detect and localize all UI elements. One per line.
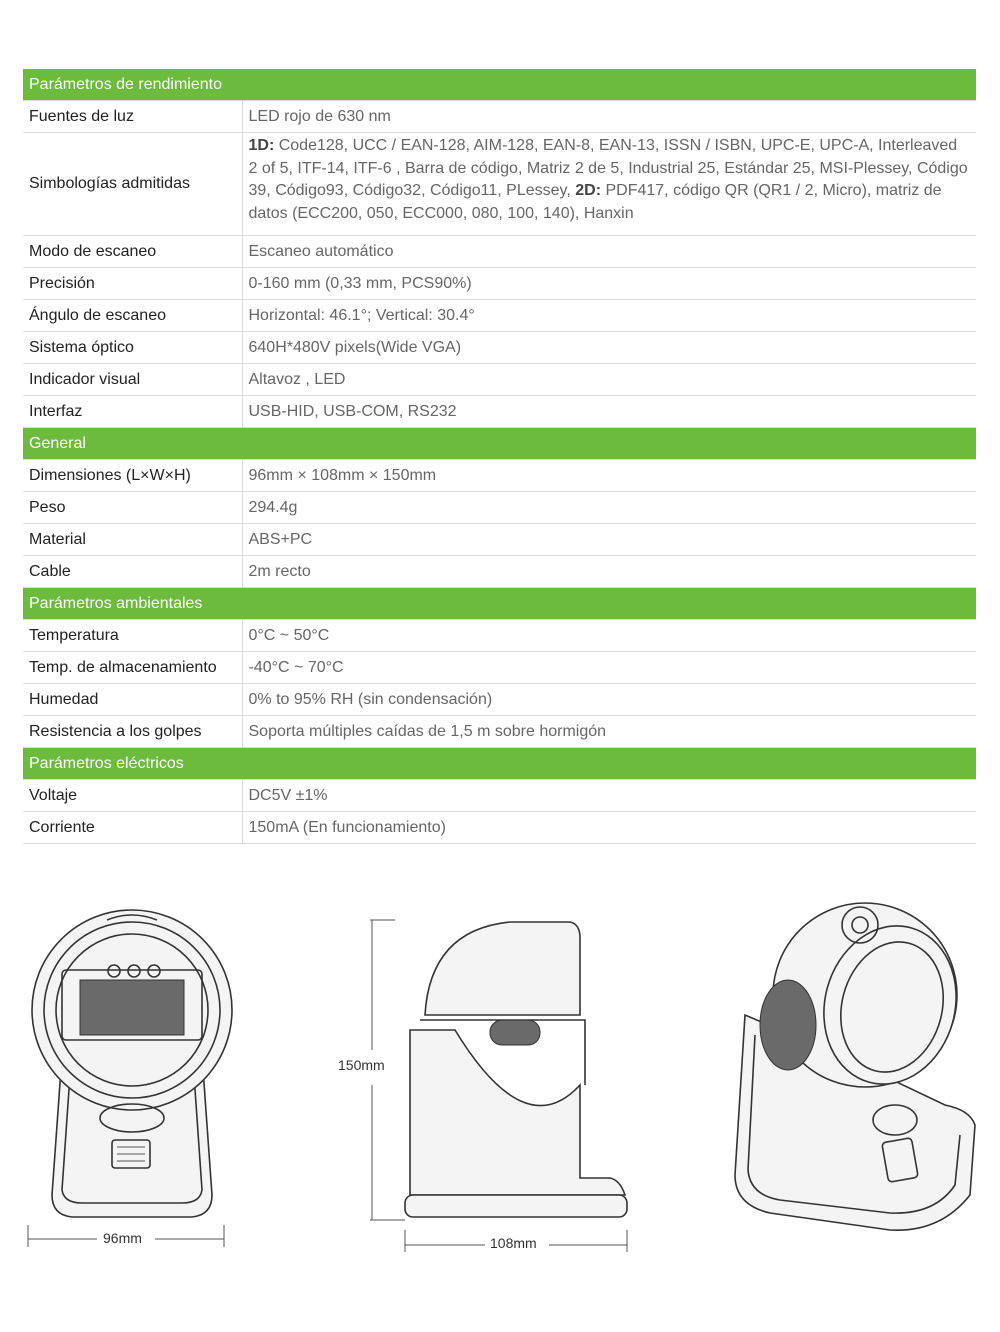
spec-table	[23, 69, 976, 844]
spec-row	[23, 236, 976, 268]
spec-label: Simbologías admitidas	[23, 133, 242, 236]
spec-row	[23, 133, 976, 236]
spec-label: Precisión	[23, 268, 242, 300]
spec-value: ABS+PC	[242, 524, 976, 556]
spec-value: 96mm × 108mm × 150mm	[242, 460, 976, 492]
spec-value: 2m recto	[242, 556, 976, 588]
spec-row	[23, 716, 976, 748]
spec-value: 0°C ~ 50°C	[242, 620, 976, 652]
spec-row	[23, 524, 976, 556]
spec-label: Temp. de almacenamiento	[23, 652, 242, 684]
spec-value: Soporta múltiples caídas de 1,5 m sobre hormigón	[242, 716, 976, 748]
section-title: Parámetros eléctricos	[23, 748, 976, 780]
spec-value: -40°C ~ 70°C	[242, 652, 976, 684]
spec-label: Voltaje	[23, 780, 242, 812]
spec-row	[23, 300, 976, 332]
scanner-side-view-illustration	[335, 910, 635, 1255]
spec-row	[23, 492, 976, 524]
spec-label: Indicador visual	[23, 364, 242, 396]
spec-label: Interfaz	[23, 396, 242, 428]
spec-row	[23, 780, 976, 812]
spec-label: Cable	[23, 556, 242, 588]
side-height-dimension: 150mm	[335, 1057, 388, 1073]
perspective-view-drawing	[730, 895, 980, 1240]
spec-value-symbologies	[242, 133, 976, 236]
spec-value: 150mA (En funcionamiento)	[242, 812, 976, 844]
side-view-drawing	[335, 910, 635, 1255]
symbology-2d-list: PDF417, código QR (QR1 / 2, Micro), matriz de datos (ECC200, 050, ECC000, 080, 100, 140), Hanxin	[248, 182, 942, 222]
spec-row	[23, 364, 976, 396]
spec-label: Modo de escaneo	[23, 236, 242, 268]
front-width-dimension: 96mm	[100, 1230, 145, 1246]
spec-row	[23, 460, 976, 492]
spec-label: Fuentes de luz	[23, 101, 242, 133]
front-view-drawing	[22, 905, 237, 1250]
spec-row	[23, 652, 976, 684]
spec-value: DC5V ±1%	[242, 780, 976, 812]
spec-row	[23, 396, 976, 428]
spec-row	[23, 556, 976, 588]
symbology-1d-list: Code128, UCC / EAN-128, AIM-128, EAN-8, EAN-13, ISSN / ISBN, UPC-E, UPC-A, Interleaved 2 of 5, ITF-14, ITF-6 , Barra de código, Matriz 2 de 5, Industrial 25, Estándar 25, MSI-Plessey, Código 39, Código93, Código32, Código11, PLessey,	[248, 137, 968, 199]
scanner-front-view-illustration	[22, 905, 237, 1250]
spec-row	[23, 101, 976, 133]
spec-label: Material	[23, 524, 242, 556]
symbology-1d-prefix: 1D:	[248, 137, 275, 154]
spec-row	[23, 332, 976, 364]
section-title: Parámetros de rendimiento	[23, 69, 976, 101]
side-depth-dimension: 108mm	[487, 1235, 540, 1251]
spec-label: Ángulo de escaneo	[23, 300, 242, 332]
section-header-environmental	[23, 588, 976, 620]
spec-row	[23, 812, 976, 844]
spec-value: 0-160 mm (0,33 mm, PCS90%)	[242, 268, 976, 300]
scanner-perspective-illustration	[730, 895, 980, 1240]
spec-value: 0% to 95% RH (sin condensación)	[242, 684, 976, 716]
spec-label: Corriente	[23, 812, 242, 844]
spec-label: Sistema óptico	[23, 332, 242, 364]
section-title: General	[23, 428, 976, 460]
spec-value: Escaneo automático	[242, 236, 976, 268]
section-header-general	[23, 428, 976, 460]
spec-value: LED rojo de 630 nm	[242, 101, 976, 133]
section-header-electrical	[23, 748, 976, 780]
spec-label: Dimensiones (L×W×H)	[23, 460, 242, 492]
spec-label: Peso	[23, 492, 242, 524]
spec-value: USB-HID, USB-COM, RS232	[242, 396, 976, 428]
spec-row	[23, 684, 976, 716]
section-title: Parámetros ambientales	[23, 588, 976, 620]
spec-value: Horizontal: 46.1°; Vertical: 30.4°	[242, 300, 976, 332]
symbology-2d-prefix: 2D:	[575, 182, 602, 199]
spec-row	[23, 620, 976, 652]
spec-row	[23, 268, 976, 300]
spec-label: Resistencia a los golpes	[23, 716, 242, 748]
spec-value: Altavoz , LED	[242, 364, 976, 396]
spec-value: 640H*480V pixels(Wide VGA)	[242, 332, 976, 364]
section-header-performance	[23, 69, 976, 101]
spec-label: Temperatura	[23, 620, 242, 652]
spec-value: 294.4g	[242, 492, 976, 524]
spec-label: Humedad	[23, 684, 242, 716]
